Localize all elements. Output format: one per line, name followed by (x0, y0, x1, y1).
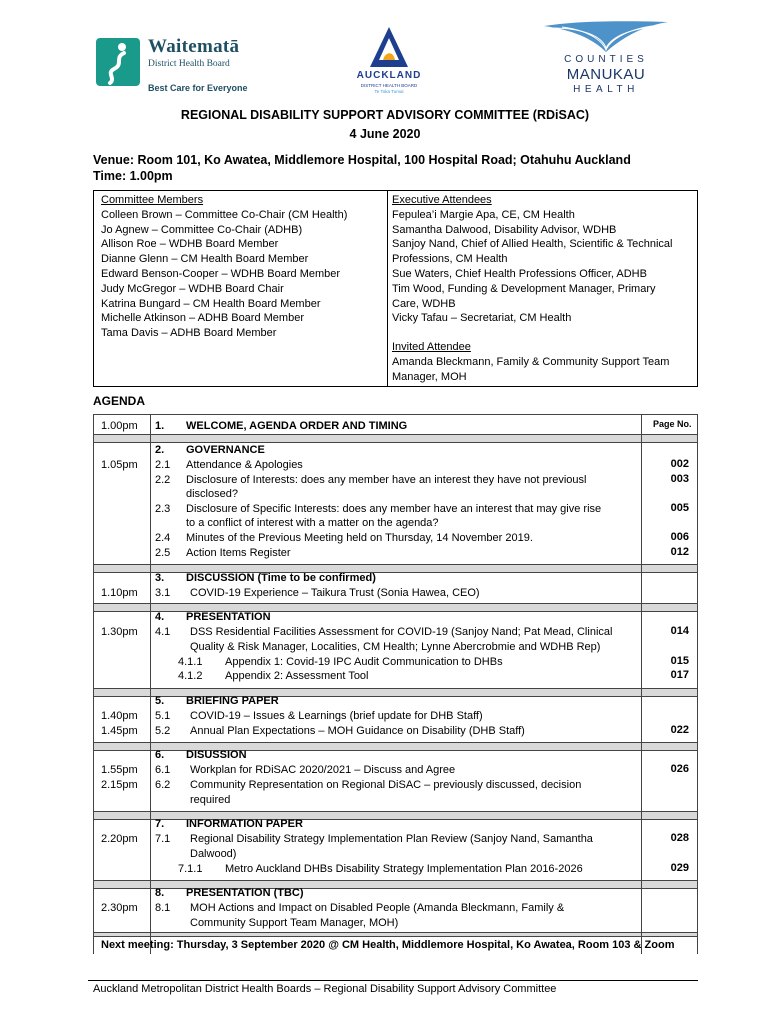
item-text: COVID-19 Experience – Taikura Trust (Sonia Hawea, CEO) (190, 587, 480, 599)
attendees-divider (387, 191, 388, 386)
page-number: 012 (670, 546, 689, 558)
next-meeting: Next meeting: Thursday, 3 September 2020 @ CM Health, Middlemore Hospital, Ko Awatea, Room 103 & Zoom (101, 939, 675, 951)
item-text: Quality & Risk Manager, Localities, CM Health; Lynne Abercrobmie and WDHB Rep) (190, 641, 601, 653)
section-title: DISUSSION (186, 749, 247, 761)
time-cell: 1.00pm (101, 420, 138, 432)
section-title: PRESENTATION (TBC) (186, 887, 304, 899)
auckland-name: AUCKLAND (356, 70, 422, 81)
section-title: PRESENTATION (186, 611, 271, 623)
item-text: disclosed? (186, 488, 238, 500)
document-title: REGIONAL DISABILITY SUPPORT ADVISORY COMMITTEE (RDiSAC) (180, 108, 590, 122)
item-number: 7.1.1 (178, 863, 203, 875)
attendees-box (93, 190, 698, 387)
agenda-table (93, 414, 698, 954)
member-name: Colleen Brown – Committee Co-Chair (CM Health) (101, 208, 348, 221)
exec-attendee: Sue Waters, Chief Health Professions Officer, ADHB (392, 267, 647, 280)
item-number: 6.2 (155, 779, 171, 791)
time-line: Time: 1.00pm (93, 169, 173, 183)
item-text: Workplan for RDiSAC 2020/2021 – Discuss and Agree (190, 764, 456, 776)
page-number: 028 (670, 832, 689, 844)
item-number: 2.5 (155, 547, 171, 559)
footer-divider (88, 980, 698, 981)
waitemata-emblem-icon (96, 38, 140, 86)
waitemata-name: Waitematā (148, 36, 240, 57)
section-title: INFORMATION PAPER (186, 818, 303, 830)
time-cell: 1.40pm (101, 710, 138, 722)
exec-attendee: Samantha Dalwood, Disability Advisor, WDHB (392, 223, 617, 236)
member-name: Dianne Glenn – CM Health Board Member (101, 253, 309, 266)
page-number: 006 (670, 531, 689, 543)
section-number: 7. (155, 818, 165, 830)
row-separator (93, 564, 698, 572)
section-number: 4. (155, 611, 165, 623)
item-number: 6.1 (155, 764, 171, 776)
item-number: 3.1 (155, 587, 171, 599)
member-name: Allison Roe – WDHB Board Member (101, 238, 279, 251)
item-number: 5.2 (155, 725, 171, 737)
item-number: 7.1 (155, 833, 171, 845)
item-text: Community Representation on Regional DiSAC – previously discussed, decision (190, 779, 582, 791)
item-number: 4.1.2 (178, 670, 203, 682)
member-name: Judy McGregor – WDHB Board Chair (101, 282, 284, 295)
page-number: 029 (670, 862, 689, 874)
section-title: GOVERNANCE (186, 444, 265, 456)
time-cell: 1.05pm (101, 459, 138, 471)
member-name: Jo Agnew – Committee Co-Chair (ADHB) (101, 223, 303, 236)
time-cell: 1.55pm (101, 764, 138, 776)
section-title: DISCUSSION (Time to be confirmed) (186, 572, 376, 584)
exec-heading: Executive Attendees (392, 194, 492, 206)
waitemata-tagline: Best Care for Everyone (148, 83, 248, 93)
row-separator (93, 811, 698, 819)
item-text: Annual Plan Expectations – MOH Guidance on Disability (DHB Staff) (190, 725, 525, 737)
agenda-heading: AGENDA (93, 394, 146, 408)
exec-attendee: Professions, CM Health (392, 253, 508, 266)
item-text: DSS Residential Facilities Assessment for COVID-19 (Sanjoy Nand; Pat Mead, Clinical (190, 626, 613, 638)
item-text: Metro Auckland DHBs Disability Strategy Implementation Plan 2016-2026 (225, 863, 583, 875)
invited-attendee: Amanda Bleckmann, Family & Community Support Team (392, 355, 670, 368)
page-number: 026 (670, 763, 689, 775)
member-name: Tama Davis – ADHB Board Member (101, 327, 277, 340)
waitemata-subtitle: District Health Board (148, 59, 230, 69)
time-cell: 2.30pm (101, 902, 138, 914)
item-text: Appendix 2: Assessment Tool (225, 670, 369, 682)
item-text: Action Items Register (186, 547, 291, 559)
item-number: 2.1 (155, 459, 171, 471)
item-number: 2.2 (155, 474, 171, 486)
page-number: 022 (670, 724, 689, 736)
page-number: 014 (670, 625, 689, 637)
section-number: 8. (155, 887, 165, 899)
exec-attendee: Sanjoy Nand, Chief of Allied Health, Scientific & Technical (392, 238, 673, 251)
waitemata-logo (96, 36, 256, 96)
page-number: 005 (670, 502, 689, 514)
meeting-date: 4 June 2020 (349, 127, 421, 141)
item-text: Disclosure of Specific Interests: does any member have an interest that may give rise (186, 503, 602, 515)
time-cell: 1.30pm (101, 626, 138, 638)
invited-heading: Invited Attendee (392, 341, 471, 354)
row-separator (93, 688, 698, 696)
page-number: 002 (670, 458, 689, 470)
item-text: Dalwood) (190, 848, 237, 860)
member-name: Edward Benson-Cooper – WDHB Board Member (101, 267, 341, 280)
cm-health: HEALTH (573, 84, 639, 95)
exec-attendee: Care, WDHB (392, 297, 456, 310)
counties-manukau-wave-icon (542, 18, 670, 54)
members-heading: Committee Members (101, 194, 204, 206)
page-number: 017 (670, 669, 689, 681)
section-number: 2. (155, 444, 165, 456)
time-cell: 2.20pm (101, 833, 138, 845)
venue-line: Venue: Room 101, Ko Awatea, Middlemore Hospital, 100 Hospital Road; Otahuhu Auckland (93, 153, 631, 167)
time-cell: 2.15pm (101, 779, 138, 791)
row-separator (93, 434, 698, 442)
cm-counties: COUNTIES (564, 54, 648, 65)
executive-attendees-column (392, 193, 672, 385)
section-number: 1. (155, 420, 165, 432)
cm-manukau: MANUKAU (566, 66, 646, 83)
item-text: Regional Disability Strategy Implementation Plan Review (Sanjoy Nand, Samantha (190, 833, 593, 845)
section-number: 3. (155, 572, 165, 584)
section-number: 5. (155, 695, 165, 707)
section-number: 6. (155, 749, 165, 761)
item-text: Attendance & Apologies (186, 459, 303, 471)
auckland-mountain-icon (369, 26, 409, 68)
exec-attendee: Tim Wood, Funding & Development Manager, Primary (392, 282, 656, 295)
item-number: 4.1.1 (178, 656, 203, 668)
item-text: MOH Actions and Impact on Disabled People (Amanda Bleckmann, Family & (190, 902, 565, 914)
page-number: 015 (670, 655, 689, 667)
time-cell: 1.45pm (101, 725, 138, 737)
section-title: WELCOME, AGENDA ORDER AND TIMING (186, 420, 408, 432)
item-number: 4.1 (155, 626, 171, 638)
item-text: to a conflict of interest with a matter on the agenda? (186, 517, 439, 529)
auckland-dhb-logo (346, 26, 432, 96)
row-separator (93, 603, 698, 611)
auckland-tagline: Te Toka Tumai (374, 89, 404, 94)
item-text: Community Support Team Manager, MOH) (190, 917, 399, 929)
row-separator (93, 880, 698, 888)
item-text: Appendix 1: Covid-19 IPC Audit Communication to DHBs (225, 656, 503, 668)
invited-attendee: Manager, MOH (392, 370, 467, 383)
item-text: Minutes of the Previous Meeting held on Thursday, 14 November 2019. (186, 532, 533, 544)
counties-manukau-logo (536, 18, 676, 98)
item-text: required (190, 794, 231, 806)
row-separator (93, 742, 698, 750)
section-title: BRIEFING PAPER (186, 695, 279, 707)
item-text: Disclosure of Interests: does any member have an interest they have not previousl (186, 474, 587, 486)
member-name: Katrina Bungard – CM Health Board Member (101, 297, 321, 310)
item-number: 2.3 (155, 503, 171, 515)
item-number: 8.1 (155, 902, 171, 914)
page-no-header: Page No. (653, 419, 692, 429)
time-cell: 1.10pm (101, 587, 138, 599)
committee-members-column (101, 193, 347, 341)
member-name: Michelle Atkinson – ADHB Board Member (101, 312, 304, 325)
page-footer: Auckland Metropolitan District Health Boards – Regional Disability Support Advisory Committee (93, 983, 557, 995)
item-text: COVID-19 – Issues & Learnings (brief update for DHB Staff) (190, 710, 483, 722)
item-number: 5.1 (155, 710, 171, 722)
exec-attendee: Fepulea’i Margie Apa, CE, CM Health (392, 208, 575, 221)
auckland-subtitle: DISTRICT HEALTH BOARD (360, 83, 418, 88)
item-number: 2.4 (155, 532, 171, 544)
page-number: 003 (670, 473, 689, 485)
exec-attendee: Vicky Tafau – Secretariat, CM Health (392, 312, 572, 325)
